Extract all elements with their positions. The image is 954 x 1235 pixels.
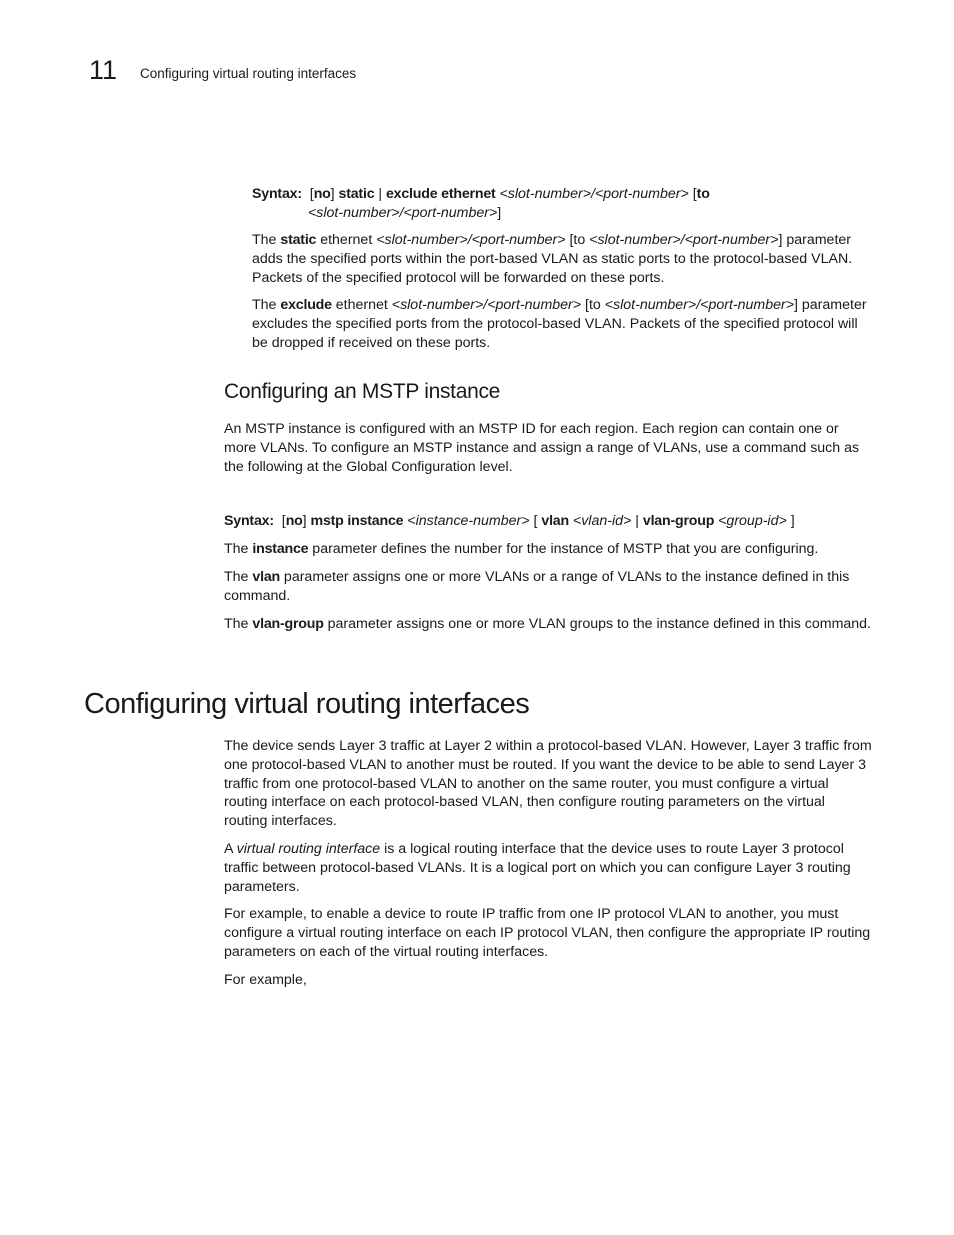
vlan-param-para <box>224 568 872 606</box>
kw-static: static <box>280 232 317 248</box>
kw-to: to <box>696 186 710 202</box>
static-param-para <box>252 231 872 287</box>
bracket: [ <box>688 186 697 202</box>
arg-slot-port: <slot-number>/<port-number> <box>391 297 582 313</box>
text: A <box>224 841 237 857</box>
mstp-intro: An MSTP instance is configured with an MSTP ID for each region. Each region can contain one or more VLANs. To configure an MSTP instance and assign a range of VLANs, use a command such as the following at the Global Configuration level. <box>224 421 860 475</box>
static-exclude-syntax <box>252 185 872 223</box>
kw-instance: instance <box>252 541 309 557</box>
vri-para-1: The device sends Layer 3 traffic at Layer 2 within a protocol-based VLAN. However, Layer 3 traffic from one protocol-based VLAN to another must be routed. If you want the device to be able to send Layer 3 traffic from one protocol-based VLAN to another on the same router, you must configure a virtual routing interface on each protocol-based VLAN, then configure routing parameters on the virtual routing interfaces. <box>224 738 872 830</box>
bracket: [ <box>281 513 286 529</box>
kw-vlan: vlan <box>541 513 569 529</box>
syntax-line-2 <box>252 204 872 223</box>
kw-no: no <box>285 513 303 529</box>
text: The <box>224 616 253 632</box>
kw-vlan: vlan <box>252 569 280 585</box>
arg-group-id: <group-id> <box>718 513 787 529</box>
bracket: [ <box>309 186 314 202</box>
text: The <box>224 569 253 585</box>
syntax-line-1 <box>252 185 872 204</box>
pipe: | <box>631 513 643 529</box>
mstp-syntax <box>224 512 872 531</box>
bracket: ] <box>330 186 339 202</box>
virtual-routing-heading: Configuring virtual routing interfaces <box>84 688 530 720</box>
kw-exclude: exclude <box>280 297 332 313</box>
arg-slot-port: <slot-number>/<port-number> <box>589 232 779 248</box>
pipe: | <box>374 186 386 202</box>
text: ethernet <box>316 232 377 248</box>
arg-instance-number: <instance-number> <box>407 513 530 529</box>
arg-slot-port: <slot-number>/<port-number> <box>308 204 498 221</box>
vlan-group-param-para <box>224 615 872 634</box>
kw-no: no <box>313 186 331 202</box>
text: [to <box>581 297 605 313</box>
instance-param-para <box>224 540 872 559</box>
vri-para-3: For example, to enable a device to route IP traffic from one IP protocol VLAN to another, you must configure a virtual routing interface on each IP protocol VLAN, then configure the appropriate IP routing parameters on each of the virtual routing interfaces. <box>224 906 871 960</box>
arg-slot-port: <slot-number>/<port-number> <box>499 186 689 202</box>
mstp-heading: Configuring an MSTP instance <box>224 380 501 403</box>
bracket: ] <box>302 513 311 529</box>
bracket: ] <box>497 204 502 221</box>
arg-slot-port: <slot-number>/<port-number> <box>604 297 795 313</box>
bracket: ] <box>786 513 795 529</box>
kw-vlan-group: vlan-group <box>642 513 715 529</box>
chapter-number: 11 <box>89 55 118 85</box>
kw-vlan-group: vlan-group <box>252 616 324 632</box>
text: [to <box>565 232 590 248</box>
text: parameter assigns one or more VLAN groups to the instance defined in this command. <box>323 616 872 632</box>
text: ] parameter excludes the specified ports from the protocol-based VLAN. Packets of the specified protocol will be dropped if received on these ports. <box>252 297 867 351</box>
text: The <box>224 541 253 557</box>
running-title: Configuring virtual routing interfaces <box>140 66 357 81</box>
syntax-label: Syntax: <box>252 186 302 202</box>
arg-slot-port: <slot-number>/<port-number> <box>376 232 566 248</box>
text: parameter defines the number for the instance of MSTP that you are configuring. <box>308 541 819 557</box>
text: parameter assigns one or more VLANs or a range of VLANs to the instance defined in this command. <box>224 569 850 604</box>
text: ] parameter adds the specified ports within the port-based VLAN as static ports to the protocol-based VLAN. Packets of the specified protocol will be forwarded on these ports. <box>252 232 853 286</box>
term-virtual-routing-interface: virtual routing interface <box>236 841 381 857</box>
bracket: [ <box>529 513 542 529</box>
text: The <box>252 232 281 248</box>
vri-para-2 <box>224 840 872 896</box>
text: is a logical routing interface that the device uses to route Layer 3 protocol traffic between protocol-based VLANs. It is a logical port on which you can configure Layer 3 routing parameters. <box>224 841 851 895</box>
vri-para-4: For example, <box>224 972 307 988</box>
kw-static: static <box>338 186 375 202</box>
arg-vlan-id: <vlan-id> <box>572 513 632 529</box>
syntax-label: Syntax: <box>224 513 274 529</box>
text: The <box>252 297 281 313</box>
kw-mstp-instance: mstp instance <box>310 513 404 529</box>
kw-exclude-ethernet: exclude ethernet <box>385 186 496 202</box>
exclude-param-para <box>252 296 872 352</box>
text: ethernet <box>331 297 392 313</box>
